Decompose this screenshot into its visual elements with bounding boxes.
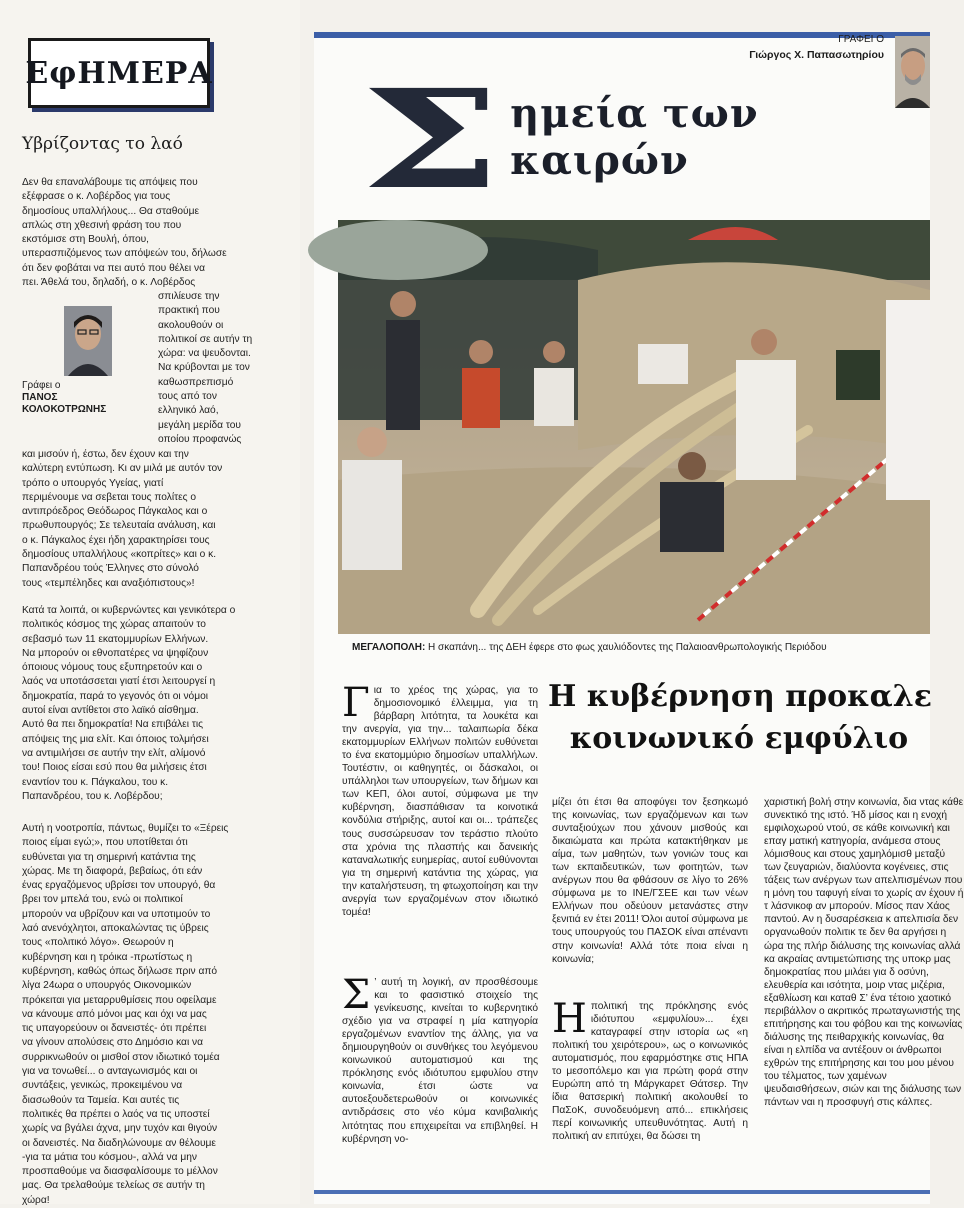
text-line: χώρας. Με τη διαφορά, βεβαίως, ότι εάν (22, 865, 203, 877)
text-line: ο κ. Πάγκαλος έχει ήδη χαρακτηρίσει τους (22, 534, 210, 546)
left-wrap-text (158, 290, 288, 447)
text-line: οι δανειστές. Να διαδηλώνουμε αν θέλουμε (22, 1137, 216, 1149)
author-portrait-icon (64, 306, 112, 376)
text-line: Παπανδρέου τούς Έλληνες στο σύνολό (22, 563, 199, 575)
text-line: να γίνουν απολύσεις στο Δημόσιο και να (22, 1037, 204, 1049)
text-line: χώρα: να ψευδονται. (158, 348, 251, 360)
article-column-1-part-1 (342, 680, 538, 964)
caption-text: Η σκαπάνη... της ΔΕΗ έφερε στο φως χαυλιόδοντες της Παλαιοανθρωπολογικής Περιόδου (425, 642, 827, 653)
text-line: Να μπορούν οι εθνοπατέρες να ψηφίζουν (22, 647, 209, 659)
text-line: απλώς στη χθεσινή φράση του που (22, 219, 182, 231)
text-line: χώρα! (22, 1194, 50, 1206)
text-line: αυτοί είναι αντίθετοι στο λαϊκό αίσθημα. (22, 705, 199, 717)
article-column-2-part-1 (552, 796, 748, 965)
article-column-1-part-2 (342, 972, 538, 1176)
text-line: και μισούν ή, έστω, δεν έχουν και την (22, 449, 189, 460)
article-column-3-clip (764, 796, 964, 1176)
text-line: Να κρύβονται με τον (158, 362, 250, 374)
article-headline (548, 676, 930, 760)
col2-paragraph-2: πολιτική της πρόκλησης ενός ιδιότυπου «εμφυλίου»... έχει καταγραφεί στην ιστορία ως «η πολιτική του χειρότερου», ως ο κοινωνικός αυτοματισμός, που εφαρμόστηκε στις ΗΠΑ το μεσοπόλεμο και για πρώτη φορά στην Ευρώπη από τη Μάργκαρετ Θάτσερ. Την ίδια θατσερική πολιτική ακολουθεί το ΠαΣοΚ, συνοδευόμενη από... επικλήσεις περί κοινωνικής υπευθυνότητας. Αυτή η πολιτική αν επιτύχει, θα δώσει τη (552, 1001, 748, 1143)
col1-paragraph-2: ’ αυτή τη λογική, αν προσθέσουμε και το φασιστικό στοιχείο της γενίκευσης, κινείται το κυβερνητικό σχέδιο για να στραφεί η μία κατηγορία εργαζομένων εναντίον της άλλης, για να δημιουργηθούν οι συνθήκες του λεγόμενου κοινωνικού αυτοματισμού και της πρόκλησης ενός ιδιότυπου εμφυλίου στην κοινωνία, έτσι ώστε να αυτοεξουδετερωθούν οι κοινωνικές αντιδράσεις στο νέο κύμα κανιβαλικής λιτότητας που επιχειρείται να επιβληθεί. Η κυβέρνηση νο- (342, 977, 538, 1145)
text-line: σπιλίευσε την (158, 291, 220, 302)
dropcap-eta: Η (552, 996, 587, 1042)
text-line: τις υπαγορεύουν οι δανειστές- ότι πρέπει (22, 1023, 207, 1035)
article-column-3: χαριστική βολή στην κοινωνία, δια ντας κάθε συνεκτικό της ιστό. Ήδ μίσος και η ενοχή εμφιλοχωρού ντού, σε κάθε κοινωνική και επαγ ματική κατηγορία, ανάμεσα στους λόμισθους και στους χαμηλόμισθ μεταξύ των ζευγαριών, διαλύοντα κογένειες, στις τάξεις των ανέργων των απελπισμένων που η μόνη του ταφυγή είναι το χωρίς αν έχουν ή τ λάσνικοφ αν μπορούν. Μίσος παν Χάος παντού. Αν η δυσαρέσκεια κ απελπισία δεν οργανωθούν πολιτικ τε δεν θα αργήσει η ώρα της πλήρ διάλυσης της κοινωνίας αλλά κα ακραίας αντιμετώπισης της υποκρ μας δημοκρατίας που μιλάει για δ οσύνη, ελευθερία και ισότητα, μοιρ ντας μιζέρια, εξαθλίωση και καταθ Σ’ ένα τέτοιο χαοτικό περιβάλλον ο ακριτικός πρωταγωνιστής της επιτήρησης και του φόβου και της κοινωνίας διάλυσης της πειθαρχικής κοινωνίας, θα είναι η ελπίδα να αντέξουν οι άνθρωποι εχθρών της επιτήρησης και του μου μένου του τέλματος, των χαμένων ψευδαισθήσεων, σιών και της διάλυσης των πάντων ναι η προσφυγή στις κάλπες. (764, 797, 964, 1109)
writer-role: ΓΡΑΦΕΙ Ο (838, 34, 884, 45)
text-line: Κατά τα λοιπά, οι κυβερνώντες και γενικότερα ο (22, 605, 236, 616)
photo-caption (352, 642, 930, 654)
article-column-2-part-2 (552, 996, 748, 1176)
text-line: δημοσίους υπαλλήλους «κοπρίτες» και ο κ. (22, 549, 217, 561)
excavation-scene-icon (338, 220, 930, 634)
text-line: πολιτικός κόσμος της χώρας απαιτούν το (22, 619, 206, 631)
author-role: Γράφει ο (22, 380, 61, 391)
text-line: προσπαθούμε να διασφαλίσουμε το μέλλον (22, 1166, 218, 1178)
author-credit (22, 380, 158, 416)
author-photo (64, 306, 112, 376)
text-line: συντάξεις, γενικώς, προκειμένου να (22, 1080, 183, 1092)
text-line: διασωθούν τα Ταμεία. Και αυτές τις (22, 1094, 180, 1106)
text-line: δημοσίους υπαλλήλους... Θα σταθούμε (22, 205, 200, 217)
col1-paragraph-1: ια το χρέος της χώρας, για το δημοσιονομικό έλλειμμα, για τη βάρβαρη λιτότητα, τα λουκέτα και την ανεργία, για την... ταλαιπωρία δέκα εκατομμυρίων Ελλήνων πολιτών ευθύνεται το ένα εκατομμύριο δημοσίων υπαλλήλων. Τουτέστιν, οι καθηγητές, οι δάσκαλοι, οι υπάλληλοι των υπουργείων, των δήμων και των ΚΕΠ, όλοι αυτοί, σύμφωνα με την κυβέρνηση, διασπάθισαν τα κοινοτικά κονδύλια στήριξης, αυτοί και οι... τράπεζες τους συσσώρευσαν τον τεράστιο πλούτο στα χρόνια της πλασπής και δανεικής καταναλωτικής ευημερίας, αυτοί ευθύνονται για τη σημερινή κατάντια της χώρας, για την καταλήστευση, τη φτωχοποίηση και την ανεργία των εργαζομένων στον ιδιωτικό τομέα! (342, 685, 538, 918)
text-line: για να τονωθεί... ο ανταγωνισμός και οι (22, 1066, 198, 1078)
left-intro (22, 176, 284, 290)
title-text: ημεία των καιρών (510, 90, 759, 184)
text-line: πρόκειται για μεταρρυθμίσεις που οφείλαμε (22, 994, 217, 1006)
text-line: πρακτική που (158, 305, 220, 317)
left-paragraph-2 (22, 604, 292, 804)
text-line: ευθύνεται για τη σημερινή κατάντια της (22, 851, 196, 863)
writer-name: Γιώργος Χ. Παπασωτηρίου (749, 49, 884, 61)
text-line: ακολουθούν οι (158, 319, 224, 331)
text-line: ελληνικό λαό, (158, 405, 219, 417)
text-line: Αυτή η νοοτροπία, πάντως, θυμίζει το «Ξέρεις (22, 823, 229, 834)
text-line: πει. Άθελά του, δηλαδή, ο κ. Λοβέρδος (22, 277, 196, 289)
text-line: όποιους νόμους τους εξυπηρετούν και ο (22, 662, 203, 674)
text-line: οποίου προφανώς (158, 433, 242, 445)
text-line: Αυτό θα πει δημοκρατία! Να επιβάλει τις (22, 719, 204, 731)
text-line: υπερασπιζόμενος των απόψεών του, δήλωσε (22, 248, 227, 260)
text-line: απόψεις της μια ελίτ. Και όποιος τολμήσει (22, 733, 209, 745)
text-line: βρει τον μπελά του, ενώ οι πολιτικοί (22, 894, 183, 906)
text-line: μεγάλη μερίδα του (158, 419, 241, 431)
article-headline-line-2: κοινωνικό εμφύλιο (569, 721, 909, 756)
dropcap-sigma: Σ (342, 972, 371, 1018)
text-line: σεβασμό των 11 εκατομμυρίων Ελλήνων. (22, 633, 209, 645)
text-line: εναντίον του κ. Πάγκαλου, του κ. (22, 776, 169, 788)
author-name-first: ΠΑΝΟΣ (22, 392, 58, 403)
text-line: να αντιμιλήσει σε αυτήν την ελίτ, αλίμονό (22, 747, 206, 759)
text-line: Παπανδρέου, του κ. Λοβέρδου; (22, 790, 163, 802)
text-line: κυβέρνηση, καθώς όπως δήλωσε πριν από (22, 965, 218, 977)
dropcap-gamma: Γ (342, 680, 370, 726)
text-line: καθωσπρεπισμό (158, 376, 234, 388)
text-line: λαός να υποτάσσεται γιατί έτσι λειτουργεί η (22, 676, 216, 688)
col2-paragraph-1: μίζει ότι έτσι θα αποφύγει τον ξεσηκωμό της κοινωνίας, των εργαζόμενων και των συνταξιούχων που χάνουν μισθούς και δικαιώματα και πρώτα κατακτήθηκαν με αίμα, των μαθητών, των γονιών τους και των εκπαιδευτικών, των φοιτητών, των ανέργων που θα φθάσουν σε λίγο το 26% σύμφωνα με το ΙΝΕ/ΓΣΕΕ και των νέων Ελλήνων που οδεύουν μετανάστες στην ξενιτιά εν έτει 2011! Όλοι αυτοί σύμφωνα με τους υπουργούς του ΠΑΣΟΚ είναι απέναντι στην κοινωνία! Αλλά τότε ποια είναι η κοινωνία; (552, 797, 748, 965)
left-headline: Υβρίζοντας το λαό (22, 134, 183, 154)
text-line: τους «τεμπέληδες και αναξιόπιστους»! (22, 577, 195, 589)
section-logo (25, 38, 213, 108)
caption-place: ΜΕΓΑΛΟΠΟΛΗ: (352, 642, 426, 653)
text-line: χωρίς να βγάλει άχνα, μην τυχόν και θιγούν (22, 1123, 218, 1135)
left-paragraph-1-tail (22, 448, 292, 591)
article-headline-line-1: Η κυβέρνηση προκαλε (548, 679, 932, 714)
feature-title (332, 60, 930, 220)
text-line: τους «πολιτικό λόγο». Θεωρούν η (22, 937, 174, 949)
text-line: λαό ανενόχλητοι, αποκαλώντας τις ύβρεις (22, 923, 209, 935)
text-line: συρρικνωθούν οι μισθοί στον ιδιωτικό τομέα (22, 1051, 220, 1063)
text-line: περιμένουμε να σεβεται τους πολίτες ο (22, 491, 197, 503)
text-line: εξέφρασε ο κ. Λοβέρδος για τους (22, 191, 171, 203)
text-line: πολιτικοί σε αυτήν τη (158, 333, 253, 345)
text-line: πρωθυπουργός; Σε τελευταία ανάλυση, και (22, 520, 216, 532)
text-line: ποιος είμαι εγώ;», που υποτίθεται ότι (22, 837, 188, 849)
bottom-accent-rule (314, 1190, 930, 1194)
excavation-photo (338, 220, 930, 634)
title-sigma: Σ (361, 60, 501, 220)
text-line: ότι δεν φοβάται να πει αυτό που θέλει να (22, 262, 205, 274)
text-line: μπορούν να υβρίζουν και να υποτιμούν το (22, 908, 211, 920)
author-name-last: ΚΟΛΟΚΟΤΡΩΝΗΣ (22, 404, 107, 415)
text-line: πολιτικές θα πρέπει ο λαός να τις υποστεί (22, 1108, 210, 1120)
text-line: εκστόμισε στη Βουλή, όπου, (22, 234, 150, 246)
section-logo-text: ΕφΗΜΕΡΑ (25, 55, 213, 91)
text-line: να κάνουμε από μόνοι μας και όχι να μας (22, 1008, 207, 1020)
text-line: -για τα μάτια του κόσμου-, αλλά να μην (22, 1151, 197, 1163)
text-line: του! Ποιος είσαι εσύ που θα μιλήσεις έτσι (22, 762, 207, 774)
text-line: μας. Θα τρελαθούμε τελείως σε αυτήν τη (22, 1180, 205, 1192)
text-line: δημοκρατία, παρά το γεγονός ότι οι νόμοι (22, 690, 209, 702)
text-line: καλύτερη εντύπωση. Κι αν μιλά με αυτόν τον (22, 463, 223, 475)
text-line: τρόπο ο υπουργός Υγείας, γιατί (22, 477, 164, 489)
text-line: λίγα 24ωρα ο υπουργός Οικονομικών (22, 980, 192, 992)
text-line: Δεν θα επαναλάβουμε τις απόψεις που (22, 177, 198, 188)
text-line: ένας εργαζόμενος υβρίσει τον υπουργό, θα (22, 880, 216, 892)
text-line: αντιπρόεδρος Θεόδωρος Πάγκαλος και ο (22, 506, 208, 518)
text-line: τους από τον (158, 391, 217, 403)
text-line: κυβέρνηση και η τρόικα -πρωτίστως η (22, 951, 193, 963)
left-paragraph-3 (22, 822, 292, 1208)
